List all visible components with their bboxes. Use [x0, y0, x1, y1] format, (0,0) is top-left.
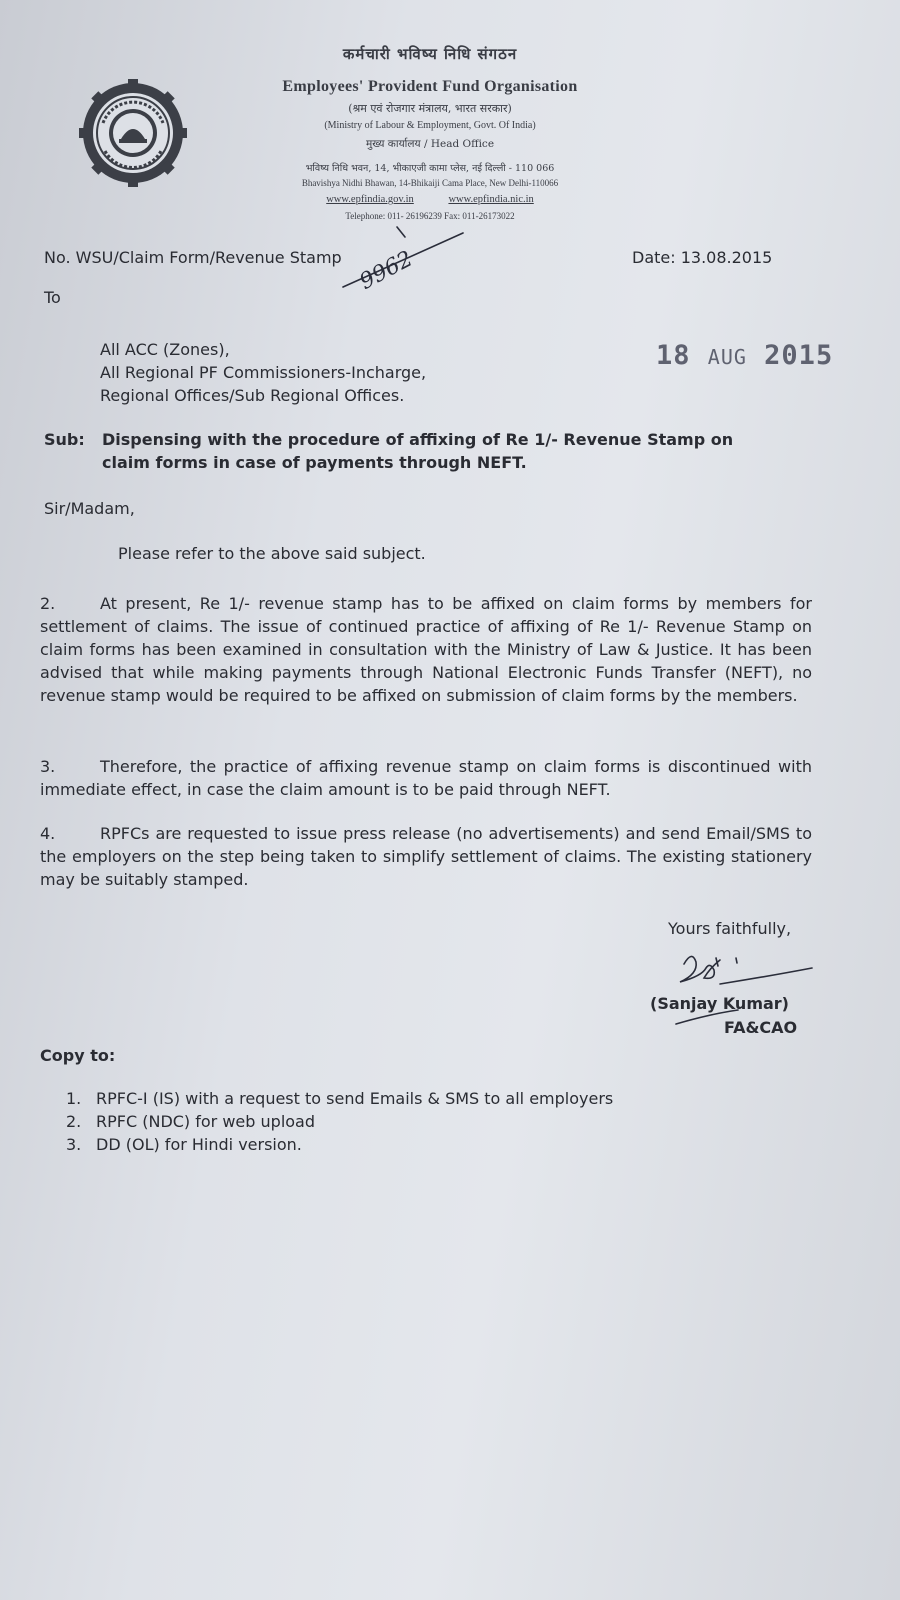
address-hindi: भविष्य निधि भवन, 14, भीकाएजी कामा प्लेस, नई दिल्ली - 110 066: [305, 163, 555, 174]
paragraph-number: 4.: [40, 824, 56, 843]
paragraph-3: [40, 755, 812, 801]
paragraph-1: Please refer to the above said subject.: [118, 544, 426, 563]
list-item: [66, 1110, 613, 1133]
handwritten-diary-number: [335, 225, 475, 295]
ministry: (Ministry of Labour & Employment, Govt. Of India): [324, 120, 536, 131]
subject-label: Sub:: [44, 430, 85, 449]
addressee-line: Regional Offices/Sub Regional Offices.: [100, 386, 405, 405]
date-label: Date:: [632, 248, 676, 267]
closing: Yours faithfully,: [668, 919, 792, 938]
signatory-name: (Sanjay Kumar): [650, 994, 789, 1013]
org-name: Employees' Provident Fund Organisation: [282, 78, 578, 95]
websites: [230, 194, 630, 205]
subject-line-1: Dispensing with the procedure of affixing of Re 1/- Revenue Stamp on: [102, 430, 734, 449]
paragraph-text: At present, Re 1/- revenue stamp has to be affixed on claim forms by members for settlement of claims. The issue of continued practice of affixing of Re 1/- Revenue Stamp on claim forms has been examined in consultation with the Ministry of Law & Justice. It has been advised that while making payments through National Electronic Funds Transfer (NEFT), no revenue stamp would be required to be affixed on submission of claim forms by the members.: [40, 594, 812, 705]
stamp-month: AUG: [707, 345, 747, 369]
salutation: Sir/Madam,: [44, 499, 135, 518]
copy-to-label: Copy to:: [40, 1046, 116, 1065]
website-link-1[interactable]: www.epfindia.gov.in: [326, 194, 414, 205]
list-number: 1.: [66, 1089, 82, 1108]
paragraph-text: Therefore, the practice of affixing revenue stamp on claim forms is discontinued with immediate effect, in case the claim amount is to be paid through NEFT.: [40, 757, 812, 799]
stamp-day: 18: [656, 340, 691, 371]
list-item: [66, 1133, 613, 1156]
paragraph-number: 2.: [40, 594, 56, 613]
subject: [44, 428, 824, 474]
paragraph-number: 3.: [40, 757, 56, 776]
date-value: 13.08.2015: [680, 248, 773, 267]
list-item: [66, 1087, 613, 1110]
paragraph-text: RPFCs are requested to issue press release (no advertisements) and send Email/SMS to the employers on the step being taken to simplify settlement of claims. The existing stationery may be suitably stamped.: [40, 824, 812, 889]
org-name-hindi: कर्मचारी भविष्य निधि संगठन: [342, 45, 518, 63]
head-office: मुख्य कार्यालय / Head Office: [365, 138, 495, 150]
handwritten-number: 9962: [355, 246, 417, 295]
to-label: To: [44, 288, 61, 307]
signatory-designation: FA&CAO: [724, 1018, 798, 1037]
received-date-stamp: [656, 340, 833, 371]
reference-number: No. WSU/Claim Form/Revenue Stamp: [44, 248, 342, 267]
list-number: 3.: [66, 1135, 82, 1154]
list-number: 2.: [66, 1112, 82, 1131]
subject-line-2: claim forms in case of payments through NEFT.: [102, 453, 527, 472]
stamp-year: 2015: [764, 340, 834, 371]
website-link-2[interactable]: www.epfindia.nic.in: [448, 194, 534, 205]
date: [632, 247, 772, 269]
list-text: RPFC-I (IS) with a request to send Emails & SMS to all employers: [96, 1089, 614, 1108]
ministry-hindi: (श्रम एवं रोजगार मंत्रालय, भारत सरकार): [348, 102, 512, 115]
list-text: RPFC (NDC) for web upload: [96, 1112, 316, 1131]
paragraph-2: [40, 592, 812, 707]
addressee-line: All Regional PF Commissioners-Incharge,: [100, 363, 427, 382]
address: Bhavishya Nidhi Bhawan, 14-Bhikaiji Cama Place, New Delhi-110066: [301, 178, 559, 188]
addressee-block: [100, 338, 426, 407]
telephone-fax: Telephone: 011- 26196239 Fax: 011-26173022: [345, 211, 515, 221]
paragraph-4: [40, 822, 812, 891]
epfo-emblem-icon: [78, 78, 188, 188]
addressee-line: All ACC (Zones),: [100, 340, 230, 359]
copy-to-list: [66, 1087, 613, 1156]
list-text: DD (OL) for Hindi version.: [96, 1135, 302, 1154]
